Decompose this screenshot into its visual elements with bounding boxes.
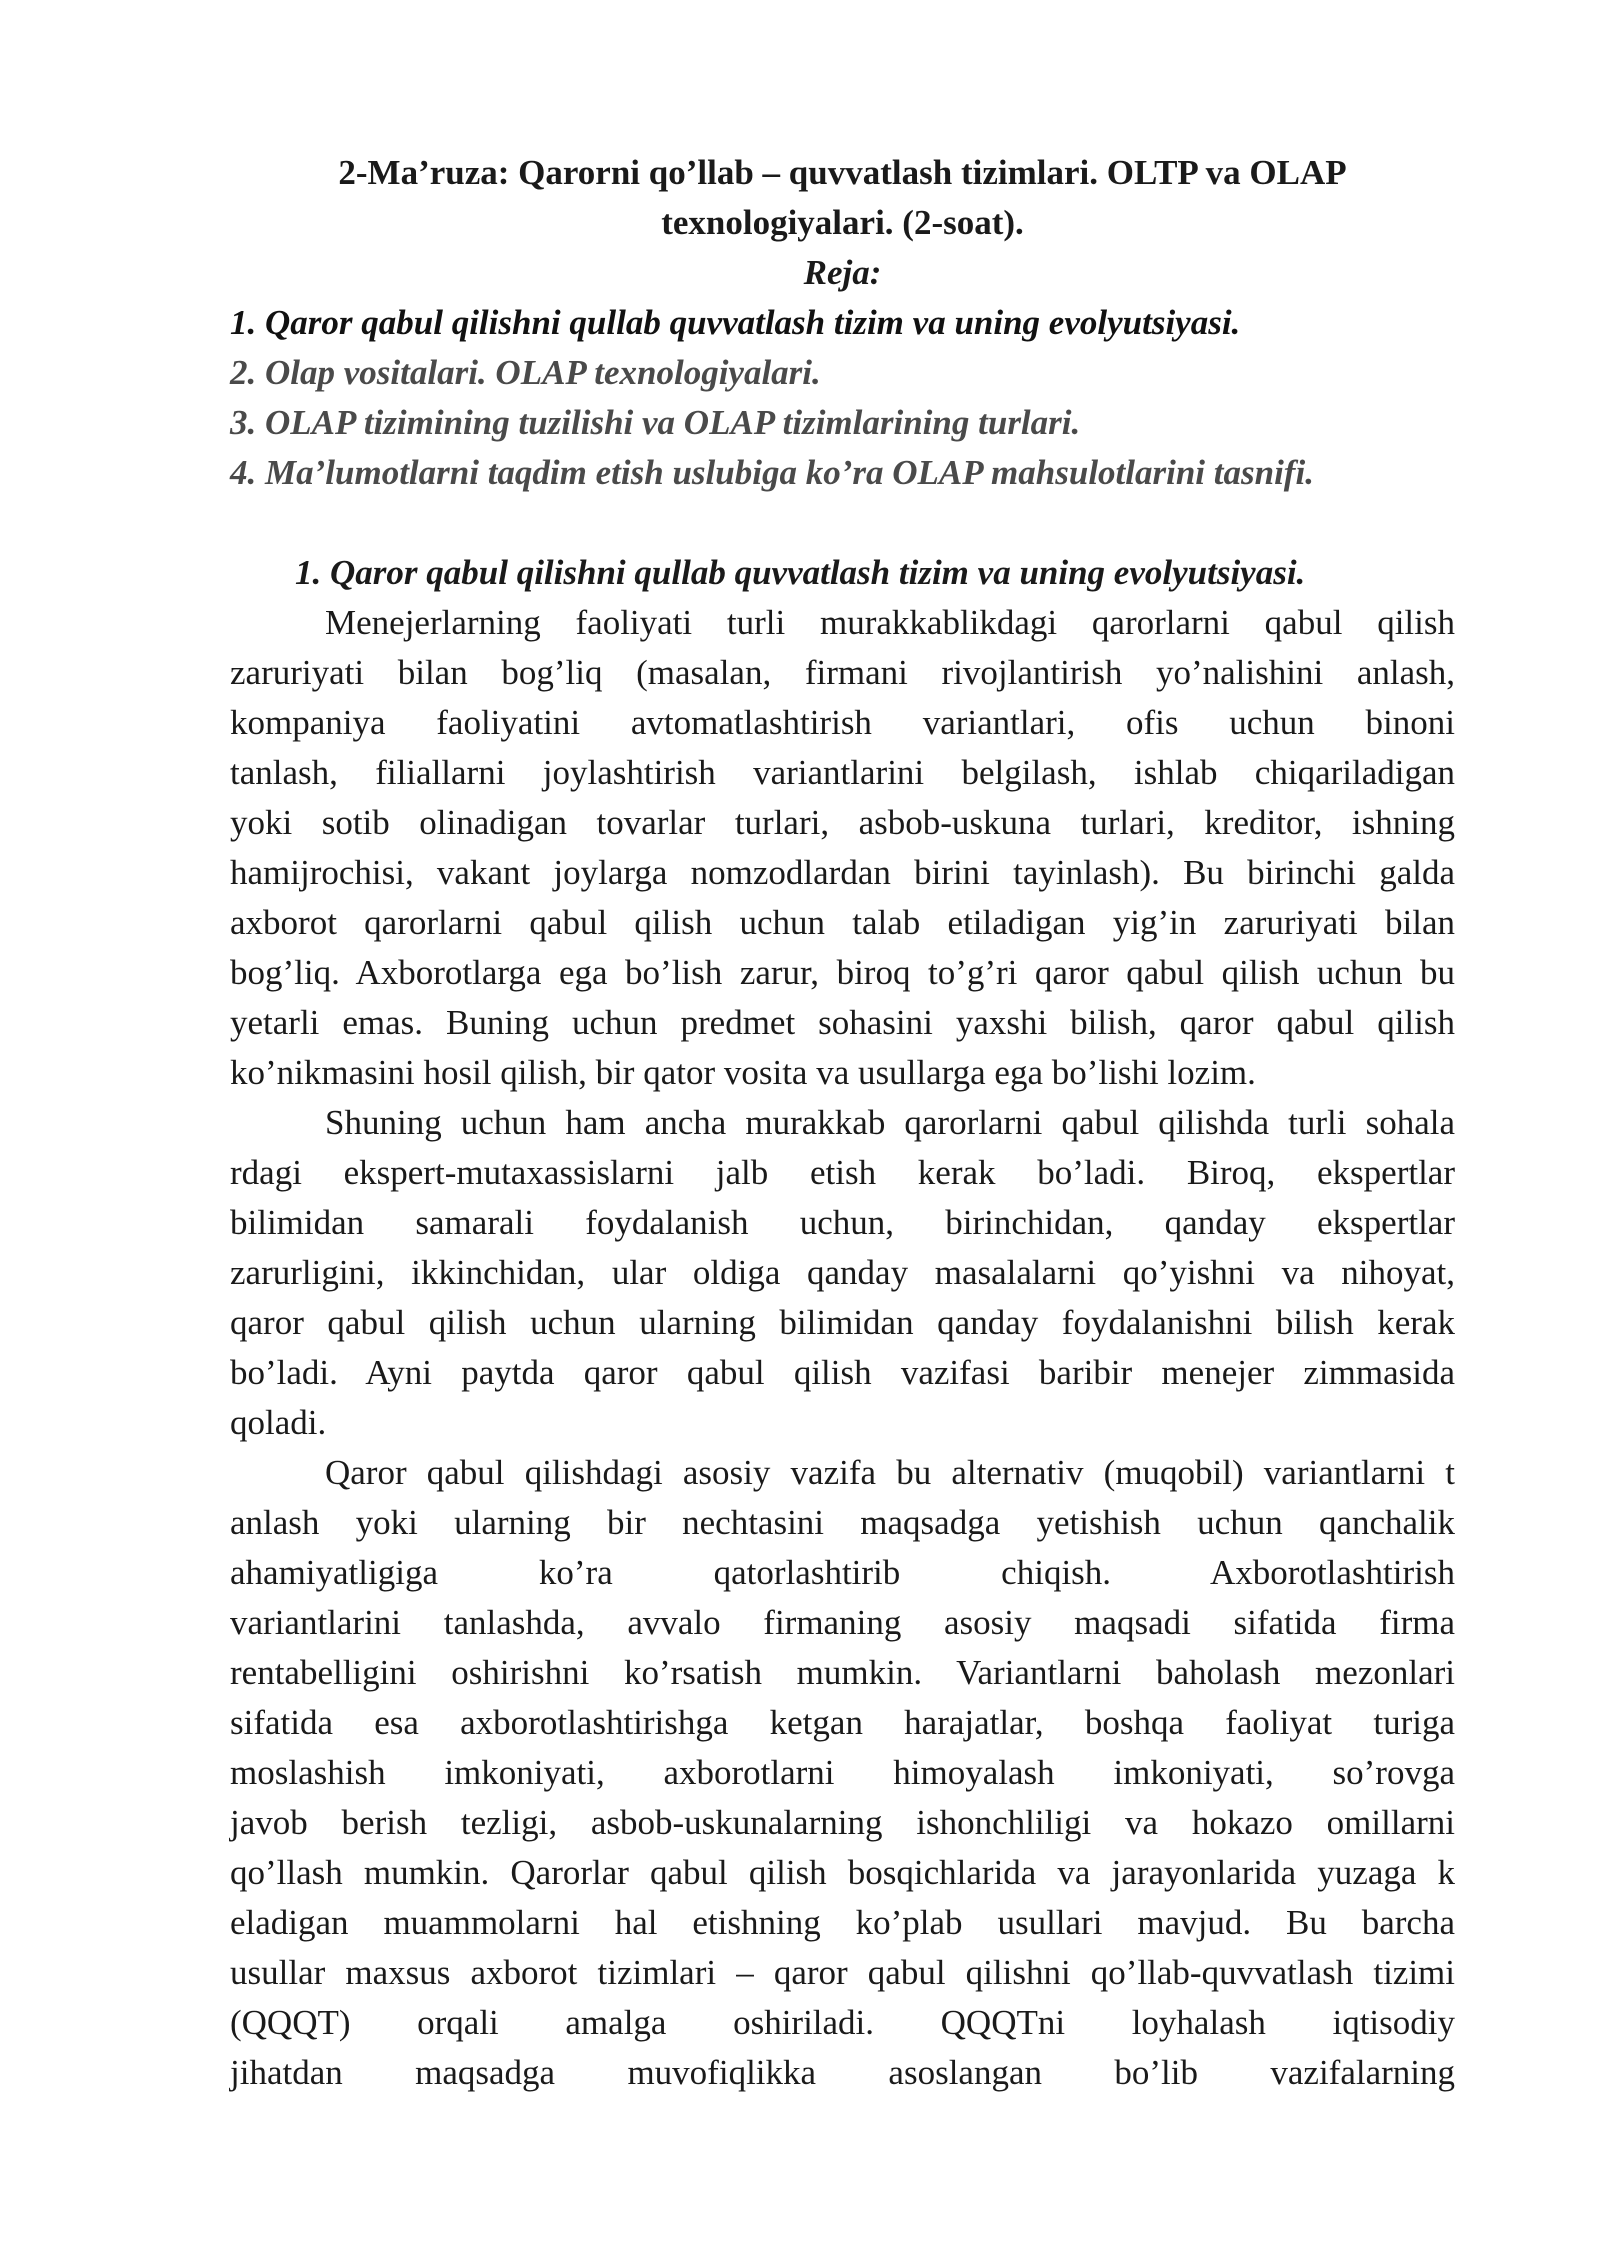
paragraph-line: usullar maxsus axborot tizimlari – qaror qabul qilishni qo’llab-quvvatlash tizimi: [230, 1953, 1455, 1992]
paragraph-line: moslashish imkoniyati, axborotlarni himoyalash imkoniyati, so’rovga: [230, 1753, 1455, 1792]
paragraph: [230, 598, 1455, 1098]
paragraph-line: (QQQT) orqali amalga oshiriladi. QQQTni loyhalash iqtisodiy: [230, 2003, 1455, 2042]
paragraph: [230, 1448, 1455, 2098]
paragraph-line: Menejerlarning faoliyati turli murakkablikdagi qarorlarni qabul qilish: [325, 603, 1455, 642]
paragraph-line: yetarli emas. Buning uchun predmet sohasini yaxshi bilish, qaror qabul qilish: [230, 1003, 1455, 1042]
paragraph-line: anlash yoki ularning bir nechtasini maqsadga yetishish uchun qanchalik: [230, 1503, 1455, 1542]
plan-item: 4. Ma’lumotlarni taqdim etish uslubiga ko’ra OLAP mahsulotlarini tasnifi.: [230, 453, 1314, 492]
paragraph-line: bog’liq. Axborotlarga ega bo’lish zarur, biroq to’g’ri qaror qabul qilish uchun bu: [230, 953, 1455, 992]
paragraph-line: zarurligini, ikkinchidan, ular oldiga qanday masalalarni qo’yishni va nihoyat,: [230, 1253, 1455, 1292]
paragraph-line: ahamiyatligiga ko’ra qatorlashtirib chiqish. Axborotlashtirish: [230, 1553, 1455, 1592]
paragraph-line: Shuning uchun ham ancha murakkab qarorlarni qabul qilishda turli sohala: [325, 1103, 1455, 1142]
paragraph-line: bo’ladi. Ayni paytda qaror qabul qilish vazifasi baribir menejer zimmasida: [230, 1353, 1455, 1392]
plan-item: 3. OLAP tizimining tuzilishi va OLAP tizimlarining turlari.: [230, 403, 1081, 442]
plan-item: 1. Qaror qabul qilishni qullab quvvatlash tizim va uning evolyutsiyasi.: [230, 303, 1241, 342]
paragraph-line: kompaniya faoliyatini avtomatlashtirish variantlari, ofis uchun binoni: [230, 703, 1455, 742]
paragraph-line: hamijrochisi, vakant joylarga nomzodlardan birini tayinlash). Bu birinchi galda: [230, 853, 1455, 892]
paragraph-line: rentabelligini oshirishni ko’rsatish mumkin. Variantlarni baholash mezonlari: [230, 1653, 1455, 1692]
paragraph-line: bilimidan samarali foydalanish uchun, birinchidan, qanday ekspertlar: [230, 1203, 1455, 1242]
paragraph-line: zaruriyati bilan bog’liq (masalan, firmani rivojlantirish yo’nalishini anlash,: [230, 653, 1455, 692]
paragraph-line: variantlarini tanlashda, avvalo firmaning asosiy maqsadi sifatida firma: [230, 1603, 1455, 1642]
lecture-title-line-2: texnologiyalari. (2-soat).: [661, 203, 1024, 242]
section-heading: 1. Qaror qabul qilishni qullab quvvatlash tizim va uning evolyutsiyasi.: [295, 553, 1306, 592]
plan-heading: Reja:: [803, 253, 882, 292]
lecture-title-line-1: 2-Ma’ruza: Qarorni qo’llab – quvvatlash tizimlari. OLTP va OLAP: [338, 153, 1347, 192]
paragraph-line: axborot qarorlarni qabul qilish uchun talab etiladigan yig’in zaruriyati bilan: [230, 903, 1455, 942]
paragraph-line: rdagi ekspert-mutaxassislarni jalb etish kerak bo’ladi. Biroq, ekspertlar: [230, 1153, 1455, 1192]
plan-list: [230, 298, 1455, 498]
body-text: [230, 598, 1455, 2098]
paragraph-line: yoki sotib olinadigan tovarlar turlari, asbob-uskuna turlari, kreditor, ishning: [230, 803, 1455, 842]
paragraph: [230, 1098, 1455, 1448]
paragraph-line: qaror qabul qilish uchun ularning bilimidan qanday foydalanishni bilish kerak: [230, 1303, 1455, 1342]
paragraph-line: tanlash, filiallarni joylashtirish variantlarini belgilash, ishlab chiqariladigan: [230, 753, 1455, 792]
paragraph-line: sifatida esa axborotlashtirishga ketgan harajatlar, boshqa faoliyat turiga: [230, 1703, 1455, 1742]
lecture-title: [230, 148, 1455, 248]
paragraph-line: qo’llash mumkin. Qarorlar qabul qilish bosqichlarida va jarayonlarida yuzaga k: [230, 1853, 1455, 1892]
paragraph-line: ko’nikmasini hosil qilish, bir qator vosita va usullarga ega bo’lishi lozim.: [230, 1053, 1256, 1092]
paragraph-line: javob berish tezligi, asbob-uskunalarning ishonchliligi va hokazo omillarni: [230, 1803, 1455, 1842]
paragraph-line: qoladi.: [230, 1403, 327, 1442]
plan-item: 2. Olap vositalari. OLAP texnologiyalari.: [230, 353, 821, 392]
paragraph-line: Qaror qabul qilishdagi asosiy vazifa bu alternativ (muqobil) variantlarni t: [325, 1453, 1455, 1492]
document-page: [230, 148, 1455, 2098]
paragraph-line: jihatdan maqsadga muvofiqlikka asoslangan bo’lib vazifalarning: [230, 2053, 1455, 2092]
paragraph-line: eladigan muammolarni hal etishning ko’plab usullari mavjud. Bu barcha: [230, 1903, 1455, 1942]
